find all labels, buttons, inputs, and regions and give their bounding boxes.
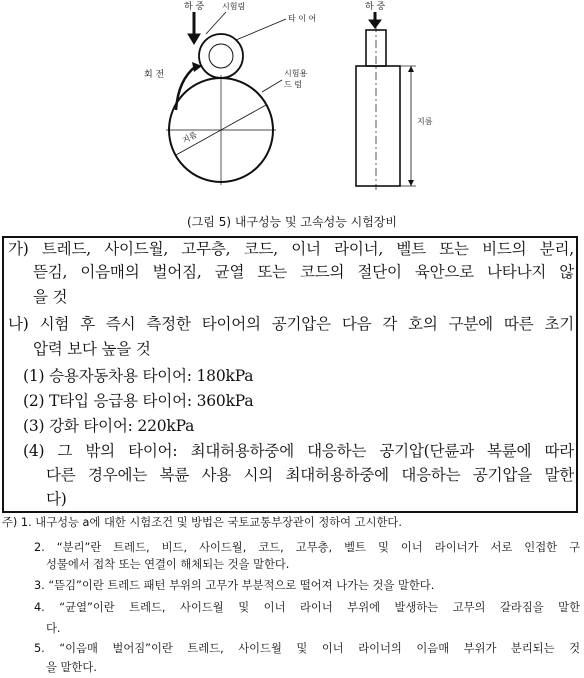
criteria-box xyxy=(2,236,578,513)
tire-circle xyxy=(199,34,243,78)
item-4-line3: 다) xyxy=(46,490,67,508)
tire-label: 타 이 어 xyxy=(288,14,317,23)
test-drum-label-line2: 드 럼 xyxy=(284,80,302,89)
item-4-line1: (4) 그 밖의 타이어: 최대허용하중에 대응하는 공기압(단륜과 복륜에 따라 xyxy=(23,442,574,460)
item-4-line2: 다른 경우에는 복륜 사용 시의 최대허용하중에 대응하는 공기압을 말한 xyxy=(46,466,574,484)
side-drum xyxy=(356,66,400,186)
note-5-line2: 을 말한다. xyxy=(46,661,97,674)
note-4-line1: 4. “균열”이란 트레드, 사이드월 및 이너 라이너 부위에 발생하는 고무의 갈라짐을 말한 xyxy=(34,601,580,614)
diameter-label-right: 지름 xyxy=(417,117,433,126)
item-ga-line3: 을 것 xyxy=(33,288,68,306)
item-ga-line1: 가) 트레드, 사이드월, 고무층, 코드, 이너 라이너, 벨트 또는 비드의 분리, xyxy=(8,240,574,258)
load-arrow-right xyxy=(369,12,381,28)
note-2-line1: 2. “분리”란 트레드, 비드, 사이드월, 코드, 고무층, 벨트 및 이너 라이너가 서로 인접한 구 xyxy=(34,541,580,554)
test-drum-leader xyxy=(262,80,282,92)
load-arrow-left xyxy=(188,12,200,44)
rotation-arrow xyxy=(176,66,196,110)
item-3: (3) 강화 타이어: 220kPa xyxy=(23,417,195,435)
note-5-line1: 5. “이음매 벌어짐”이란 트레드, 사이드월 및 이너 라이너의 이음매 부위가 분리되는 것 xyxy=(34,642,580,655)
rotation-label: 회 전 xyxy=(144,70,165,80)
item-ga-line2: 뜯김, 이음매의 벌어짐, 균열 또는 코드의 절단이 육안으로 나타나지 않 xyxy=(33,263,574,281)
note-4-line2: 다. xyxy=(46,622,61,635)
diameter-label-left: 지름 xyxy=(180,130,199,146)
test-wheel-leader xyxy=(206,12,226,34)
item-na-line1: 나) 시험 후 즉시 측정한 타이어의 공기압은 다음 각 호의 구분에 따른 초기 xyxy=(8,315,574,333)
item-na-line2: 압력 보다 높을 것 xyxy=(33,340,151,358)
test-equipment-figure xyxy=(0,0,584,212)
tire-leader xyxy=(236,19,286,40)
item-1: (1) 승용자동차용 타이어: 180kPa xyxy=(23,367,254,385)
test-drum-label xyxy=(284,68,310,89)
tire-rim xyxy=(209,44,233,68)
note-1: 주) 1. 내구성능 a에 대한 시험조건 및 방법은 국토교통부장관이 정하여 고시한다. xyxy=(2,516,402,529)
test-wheel-label: 시험림 xyxy=(222,2,246,11)
load-label-left: 하 중 xyxy=(184,2,205,12)
load-label-right: 하 중 xyxy=(365,2,386,12)
test-drum-label-line1: 시험용 xyxy=(284,69,308,78)
note-2-line2: 성물에서 접착 또는 연결이 해체되는 것을 말한다. xyxy=(46,558,290,571)
figure-caption: (그림 5) 내구성능 및 고속성능 시험장비 xyxy=(187,215,397,229)
note-3: 3. “뜯김”이란 트레드 패턴 부위의 고무가 부분적으로 떨어져 나가는 것을 말한다. xyxy=(34,579,435,592)
item-2: (2) T타입 응급용 타이어: 360kPa xyxy=(23,392,254,410)
